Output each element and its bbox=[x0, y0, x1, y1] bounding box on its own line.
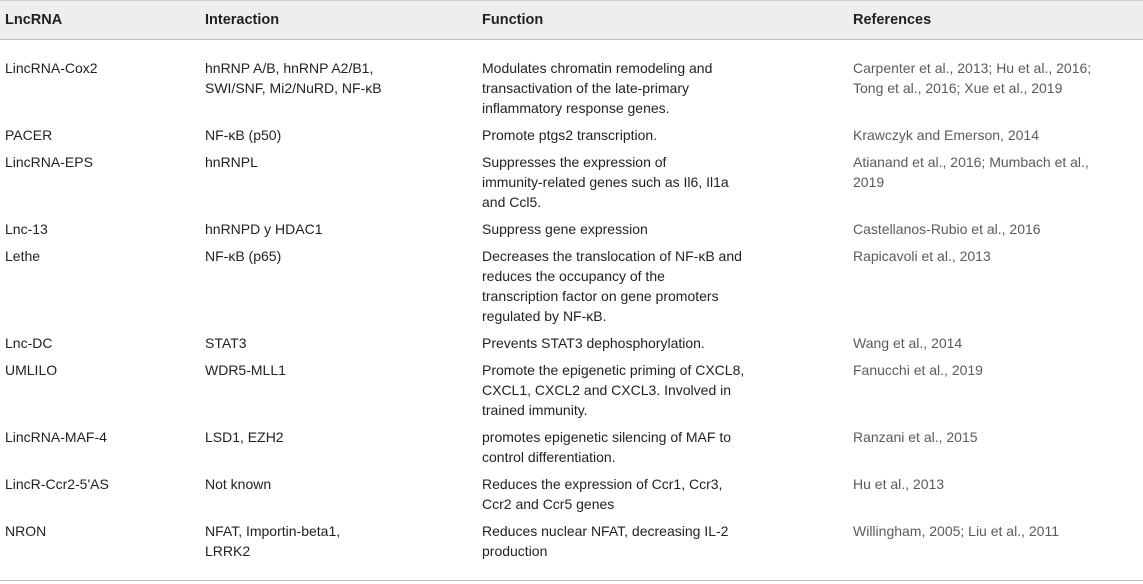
cell-interaction bbox=[205, 333, 247, 353]
cell-function bbox=[482, 427, 731, 467]
cell-lncrna bbox=[5, 427, 107, 447]
cell-function bbox=[482, 333, 705, 353]
cell-line: Rapicavoli et al., 2013 bbox=[853, 248, 991, 264]
cell-line: Prevents STAT3 dephosphorylation. bbox=[482, 335, 705, 351]
cell-line: Ccr2 and Ccr5 genes bbox=[482, 496, 615, 512]
header-function: Function bbox=[482, 12, 544, 28]
table-row bbox=[0, 427, 1143, 474]
cell-line: transcription factor on gene promoters bbox=[482, 288, 719, 304]
cell-lncrna bbox=[5, 219, 48, 239]
cell-line: Lnc-DC bbox=[5, 335, 53, 351]
cell-line: control differentiation. bbox=[482, 449, 616, 465]
cell-interaction bbox=[205, 521, 340, 561]
cell-function bbox=[482, 246, 742, 326]
cell-line: Ranzani et al., 2015 bbox=[853, 429, 978, 445]
cell-line: LincR-Ccr2-5'AS bbox=[5, 476, 109, 492]
table-row bbox=[0, 152, 1143, 219]
cell-line: Wang et al., 2014 bbox=[853, 335, 963, 351]
cell-references bbox=[853, 219, 1041, 239]
cell-line: Modulates chromatin remodeling and bbox=[482, 60, 713, 76]
cell-line: 2019 bbox=[853, 174, 885, 190]
cell-interaction bbox=[205, 246, 281, 266]
cell-lncrna bbox=[5, 360, 57, 380]
cell-line: immunity-related genes such as Il6, Il1a bbox=[482, 174, 729, 190]
table-row bbox=[0, 521, 1143, 568]
cell-line: Lnc-13 bbox=[5, 221, 48, 237]
cell-line: reduces the occupancy of the bbox=[482, 268, 665, 284]
cell-line: LincRNA-MAF-4 bbox=[5, 429, 107, 445]
cell-line: NRON bbox=[5, 523, 47, 539]
header-references: References bbox=[853, 12, 932, 28]
cell-line: Promote the epigenetic priming of CXCL8, bbox=[482, 362, 745, 378]
cell-line: hnRNP A/B, hnRNP A2/B1, bbox=[205, 60, 374, 76]
cell-line: hnRNPL bbox=[205, 154, 258, 170]
cell-line: NF-κB (p50) bbox=[205, 127, 282, 143]
cell-interaction bbox=[205, 360, 286, 380]
cell-lncrna bbox=[5, 333, 52, 353]
cell-line: Not known bbox=[205, 476, 272, 492]
cell-function bbox=[482, 521, 728, 561]
cell-line: hnRNPD y HDAC1 bbox=[205, 221, 323, 237]
cell-line: NF-κB (p65) bbox=[205, 248, 282, 264]
cell-function bbox=[482, 360, 744, 420]
cell-line: Reduces nuclear NFAT, decreasing IL-2 bbox=[482, 523, 729, 539]
cell-line: Atianand et al., 2016; Mumbach et al., bbox=[853, 154, 1089, 170]
table-body bbox=[0, 58, 1143, 568]
cell-interaction bbox=[205, 219, 322, 239]
cell-line: Reduces the expression of Ccr1, Ccr3, bbox=[482, 476, 723, 492]
cell-function bbox=[482, 58, 712, 118]
cell-line: PACER bbox=[5, 127, 53, 143]
cell-line: CXCL1, CXCL2 and CXCL3. Involved in bbox=[482, 382, 732, 398]
cell-lncrna bbox=[5, 58, 98, 78]
header-lncrna: LncRNA bbox=[5, 12, 63, 28]
cell-line: WDR5-MLL1 bbox=[205, 362, 286, 378]
cell-references bbox=[853, 152, 1089, 192]
cell-lncrna bbox=[5, 521, 46, 541]
cell-lncrna bbox=[5, 152, 93, 172]
cell-line: Suppress gene expression bbox=[482, 221, 648, 237]
cell-line: Tong et al., 2016; Xue et al., 2019 bbox=[853, 80, 1063, 96]
table-row bbox=[0, 474, 1143, 521]
cell-line: production bbox=[482, 543, 548, 559]
cell-line: LincRNA-EPS bbox=[5, 154, 93, 170]
table-row bbox=[0, 125, 1143, 152]
table-row bbox=[0, 246, 1143, 333]
cell-lncrna bbox=[5, 125, 52, 145]
cell-function bbox=[482, 152, 729, 212]
cell-interaction bbox=[205, 474, 271, 494]
cell-line: Fanucchi et al., 2019 bbox=[853, 362, 983, 378]
cell-line: Lethe bbox=[5, 248, 41, 264]
cell-references bbox=[853, 58, 1091, 98]
table-row bbox=[0, 58, 1143, 125]
cell-line: NFAT, Importin-beta1, bbox=[205, 523, 341, 539]
cell-line: and Ccl5. bbox=[482, 194, 542, 210]
cell-line: Hu et al., 2013 bbox=[853, 476, 945, 492]
cell-references bbox=[853, 246, 991, 266]
table-row bbox=[0, 333, 1143, 360]
cell-references bbox=[853, 125, 1039, 145]
cell-line: Willingham, 2005; Liu et al., 2011 bbox=[853, 523, 1059, 539]
cell-line: inflammatory response genes. bbox=[482, 100, 670, 116]
cell-line: SWI/SNF, Mi2/NuRD, NF-κB bbox=[205, 80, 382, 96]
cell-interaction bbox=[205, 125, 281, 145]
table-bottom-rule bbox=[0, 580, 1143, 581]
cell-line: trained immunity. bbox=[482, 402, 588, 418]
cell-references bbox=[853, 333, 962, 353]
cell-line: LSD1, EZH2 bbox=[205, 429, 284, 445]
cell-references bbox=[853, 474, 944, 494]
cell-line: LRRK2 bbox=[205, 543, 251, 559]
cell-lncrna bbox=[5, 474, 109, 494]
cell-interaction bbox=[205, 58, 382, 98]
table-row bbox=[0, 360, 1143, 427]
cell-function bbox=[482, 219, 648, 239]
cell-line: STAT3 bbox=[205, 335, 247, 351]
cell-line: Carpenter et al., 2013; Hu et al., 2016; bbox=[853, 60, 1092, 76]
cell-line: UMLILO bbox=[5, 362, 58, 378]
cell-interaction bbox=[205, 152, 258, 172]
cell-line: regulated by NF-κB. bbox=[482, 308, 607, 324]
cell-line: LincRNA-Cox2 bbox=[5, 60, 98, 76]
cell-line: promotes epigenetic silencing of MAF to bbox=[482, 429, 732, 445]
cell-references bbox=[853, 360, 983, 380]
table-header bbox=[0, 0, 1143, 40]
cell-line: Decreases the translocation of NF-κB and bbox=[482, 248, 742, 264]
cell-function bbox=[482, 125, 657, 145]
cell-function bbox=[482, 474, 722, 514]
cell-lncrna bbox=[5, 246, 40, 266]
cell-line: Castellanos-Rubio et al., 2016 bbox=[853, 221, 1041, 237]
cell-line: transactivation of the late-primary bbox=[482, 80, 689, 96]
cell-line: Krawczyk and Emerson, 2014 bbox=[853, 127, 1039, 143]
cell-interaction bbox=[205, 427, 284, 447]
header-interaction: Interaction bbox=[205, 12, 280, 28]
cell-line: Suppresses the expression of bbox=[482, 154, 667, 170]
cell-line: Promote ptgs2 transcription. bbox=[482, 127, 658, 143]
cell-references bbox=[853, 427, 978, 447]
cell-references bbox=[853, 521, 1059, 541]
table-row bbox=[0, 219, 1143, 246]
